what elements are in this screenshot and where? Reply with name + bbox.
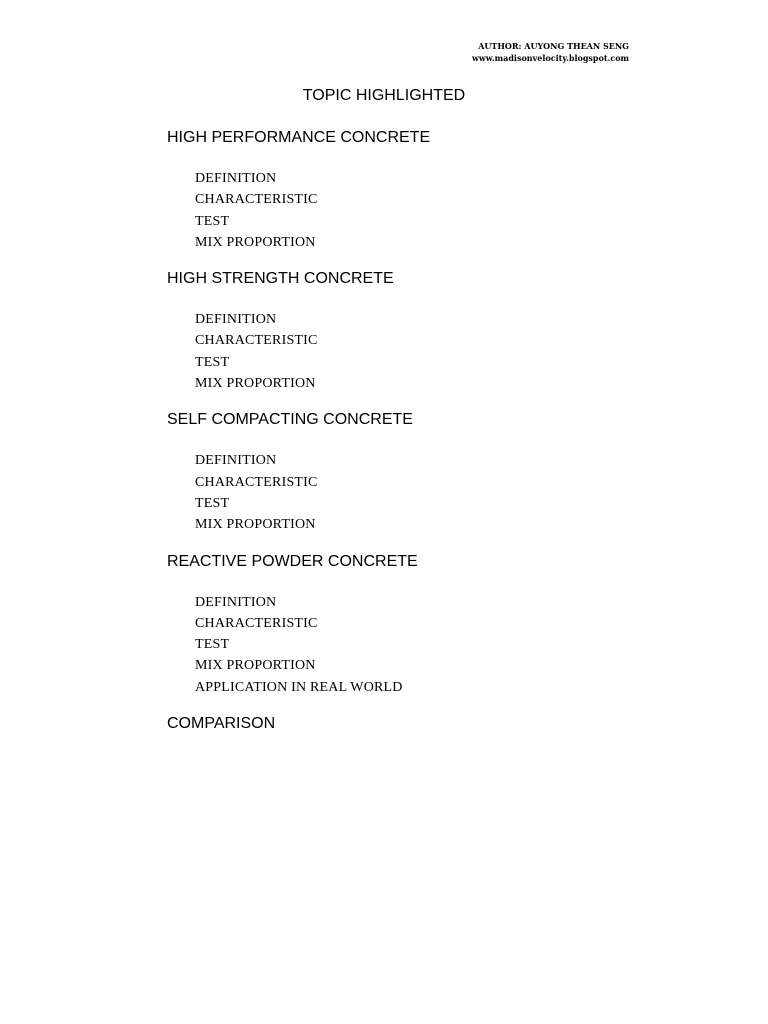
section-heading: SELF COMPACTING CONCRETE <box>167 411 413 429</box>
subtopic-item: CHARACTERISTIC <box>195 474 318 490</box>
page-title <box>0 86 768 106</box>
subtopic-item: TEST <box>195 637 230 653</box>
subtopic-item: DEFINITION <box>195 312 277 328</box>
section-heading: HIGH STRENGTH CONCRETE <box>167 270 394 288</box>
subtopic-item: TEST <box>195 354 230 370</box>
page-title-text: TOPIC HIGHLIGHTED <box>302 87 466 104</box>
subtopic-item: MIX PROPORTION <box>195 234 316 250</box>
subtopic-item: APPLICATION IN REAL WORLD <box>195 679 403 695</box>
subtopic-list <box>167 450 627 535</box>
subtopic-item: DEFINITION <box>195 453 277 469</box>
subtopic-item: CHARACTERISTIC <box>195 192 318 208</box>
subtopic-item: MIX PROPORTION <box>195 658 316 674</box>
subtopic-list <box>167 309 627 394</box>
section-reactive-powder-concrete <box>167 552 627 698</box>
section-self-compacting-concrete <box>167 410 627 535</box>
section-heading: COMPARISON <box>167 715 276 733</box>
subtopic-item: CHARACTERISTIC <box>195 615 318 631</box>
section-high-strength-concrete <box>167 269 627 394</box>
subtopic-item: TEST <box>195 495 230 511</box>
section-heading: REACTIVE POWDER CONCRETE <box>167 552 418 570</box>
subtopic-item: DEFINITION <box>195 171 277 186</box>
subtopic-item: DEFINITION <box>195 594 277 610</box>
section-comparison <box>167 714 627 734</box>
topic-list <box>167 128 627 754</box>
subtopic-item: CHARACTERISTIC <box>195 333 318 349</box>
document-header <box>472 40 629 64</box>
website-line: www.madisonvelocity.blogspot.com <box>472 53 629 63</box>
section-high-performance-concrete <box>167 128 627 253</box>
subtopic-item: MIX PROPORTION <box>195 376 316 392</box>
author-line: AUTHOR: AUYONG THEAN SENG <box>478 41 629 51</box>
subtopic-list <box>167 168 627 253</box>
subtopic-item: TEST <box>195 213 230 229</box>
subtopic-list <box>167 592 627 698</box>
subtopic-item: MIX PROPORTION <box>195 517 316 533</box>
section-heading: HIGH PERFORMANCE CONCRETE <box>167 129 431 146</box>
